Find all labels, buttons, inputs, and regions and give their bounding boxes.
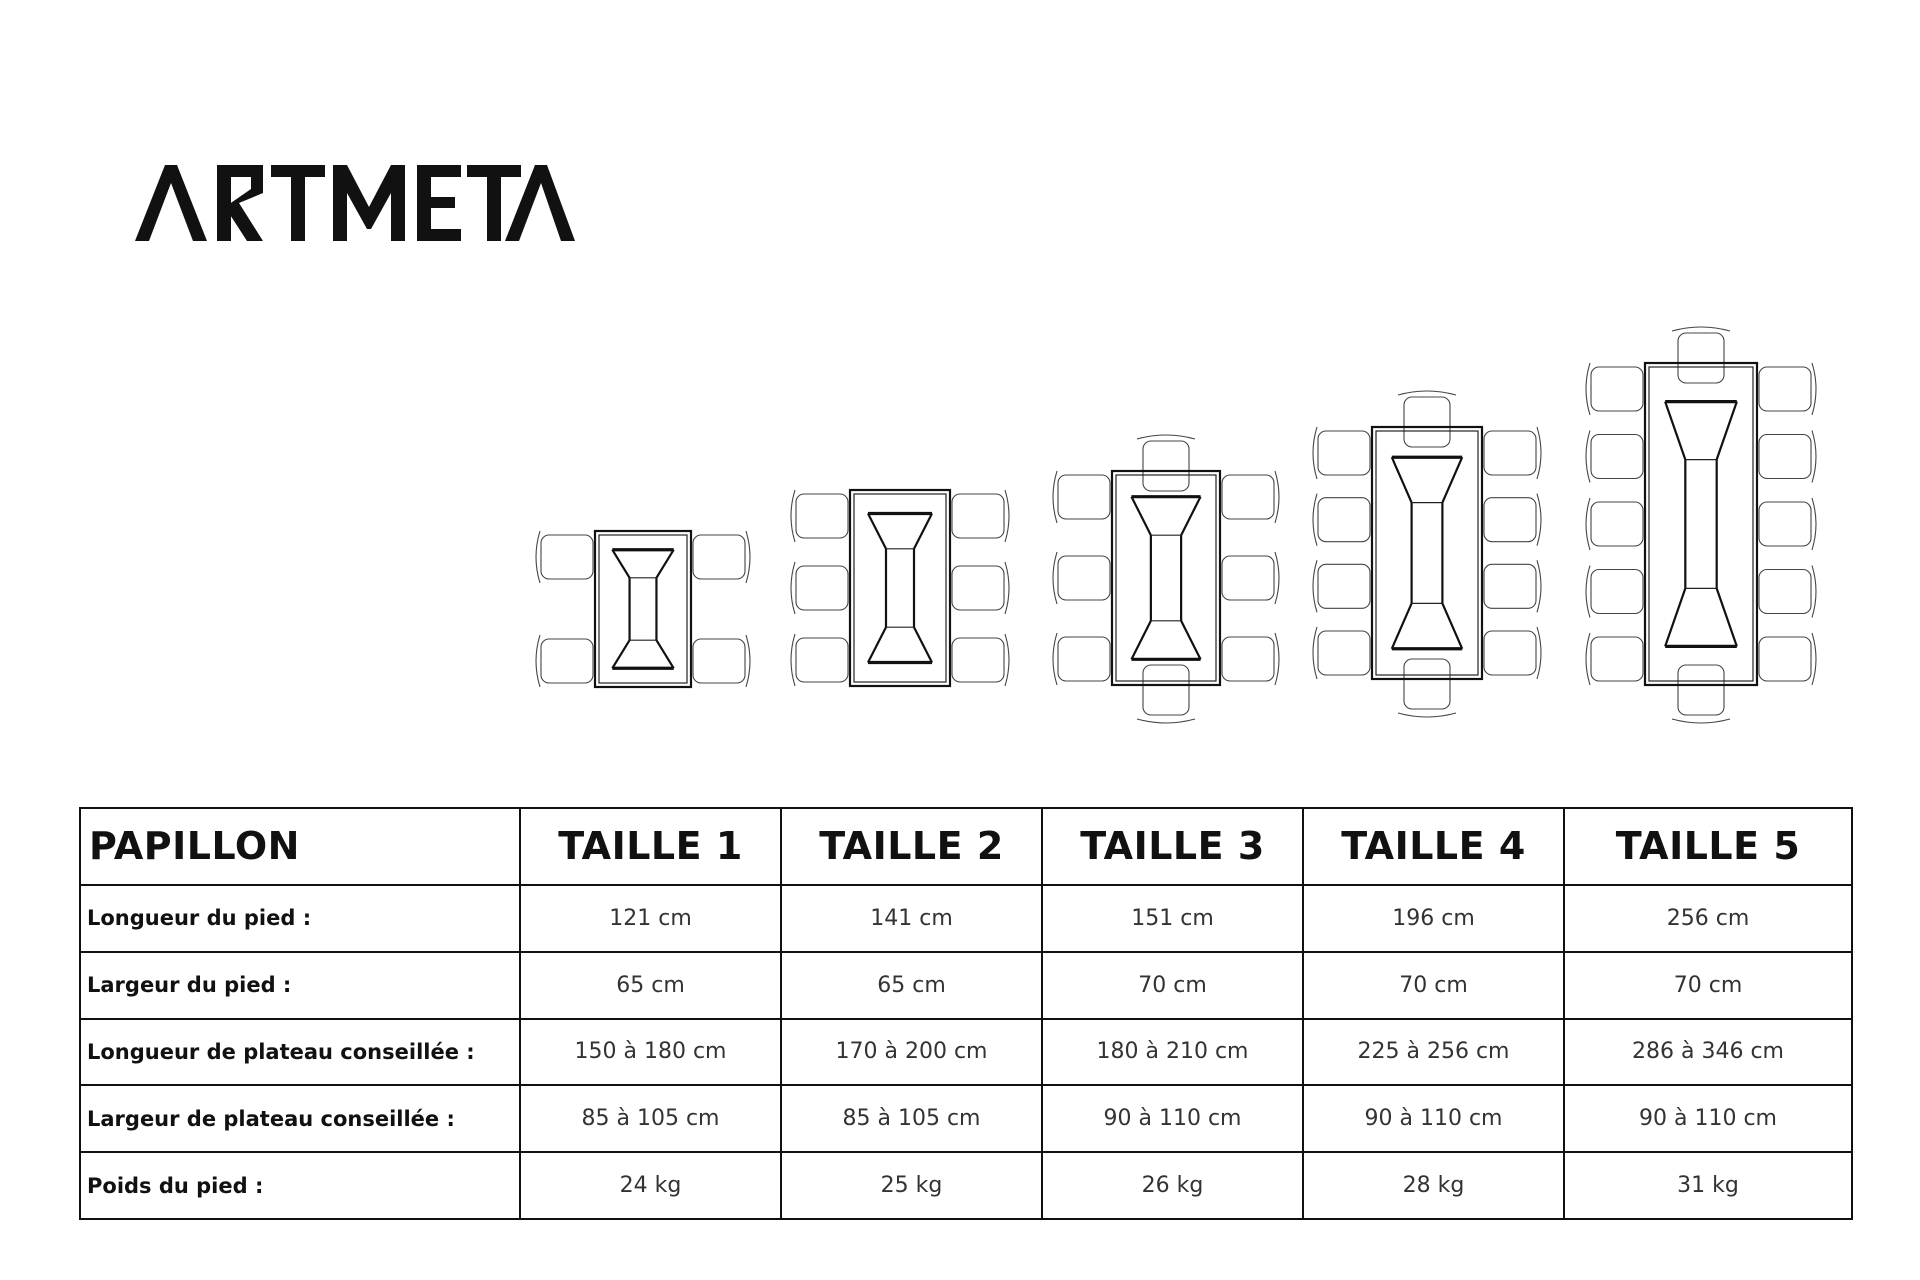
chair-icon — [796, 638, 848, 682]
base-leg — [1442, 457, 1462, 649]
chair-back-icon — [536, 635, 540, 687]
cell-value: 28 kg — [1303, 1152, 1564, 1219]
table-row — [80, 1152, 1852, 1219]
specification-table — [79, 807, 1853, 1220]
tabletop-inner — [1376, 431, 1478, 675]
cell-value: 256 cm — [1564, 885, 1852, 952]
chair-back-icon — [1812, 633, 1816, 685]
row-label: Longueur du pied : — [80, 885, 520, 952]
tabletop-inner — [854, 494, 946, 682]
chair-icon — [1678, 333, 1724, 383]
row-label: Largeur de plateau conseillée : — [80, 1085, 520, 1152]
cell-value: 85 à 105 cm — [520, 1085, 781, 1152]
chair-icon — [1318, 631, 1370, 675]
table-plan — [536, 531, 750, 687]
chair-back-icon — [1053, 633, 1057, 685]
cell-value: 121 cm — [520, 885, 781, 952]
chair-back-icon — [1275, 552, 1279, 604]
chair-icon — [1058, 475, 1110, 519]
cell-value: 90 à 110 cm — [1303, 1085, 1564, 1152]
chair-back-icon — [1313, 494, 1317, 546]
chair-icon — [1143, 665, 1189, 715]
chair-icon — [541, 639, 593, 683]
cell-value: 85 à 105 cm — [781, 1085, 1042, 1152]
chair-icon — [1058, 556, 1110, 600]
chair-back-icon — [1537, 494, 1541, 546]
chair-icon — [952, 494, 1004, 538]
base-leg — [1131, 497, 1150, 660]
chair-back-icon — [791, 634, 795, 686]
table-header-row — [80, 808, 1852, 885]
chair-icon — [1759, 637, 1811, 681]
table-plan — [791, 490, 1009, 686]
chair-back-icon — [1812, 363, 1816, 415]
size-header: TAILLE 2 — [781, 808, 1042, 885]
chair-icon — [952, 638, 1004, 682]
chair-back-icon — [746, 635, 750, 687]
chair-back-icon — [791, 562, 795, 614]
chair-back-icon — [1398, 391, 1456, 395]
base-leg — [1717, 402, 1737, 647]
chair-icon — [1759, 435, 1811, 479]
chair-icon — [1404, 397, 1450, 447]
cell-value: 65 cm — [781, 952, 1042, 1019]
cell-value: 24 kg — [520, 1152, 781, 1219]
chair-back-icon — [1313, 560, 1317, 612]
table-plan — [1586, 327, 1816, 723]
cell-value: 26 kg — [1042, 1152, 1303, 1219]
tabletop-outline — [1645, 363, 1757, 685]
chair-icon — [1222, 475, 1274, 519]
chair-back-icon — [1586, 633, 1590, 685]
chair-icon — [796, 494, 848, 538]
chair-back-icon — [1275, 471, 1279, 523]
chair-back-icon — [1537, 560, 1541, 612]
chair-icon — [1318, 564, 1370, 608]
cell-value: 25 kg — [781, 1152, 1042, 1219]
row-label: Longueur de plateau conseillée : — [80, 1019, 520, 1086]
chair-back-icon — [746, 531, 750, 583]
chair-back-icon — [1313, 627, 1317, 679]
tabletop-inner — [599, 535, 687, 683]
chair-icon — [1591, 367, 1643, 411]
chair-back-icon — [1812, 566, 1816, 618]
chair-icon — [1222, 556, 1274, 600]
table-row — [80, 952, 1852, 1019]
chair-icon — [796, 566, 848, 610]
chair-back-icon — [1537, 627, 1541, 679]
cell-value: 141 cm — [781, 885, 1042, 952]
chair-back-icon — [1398, 713, 1456, 717]
chair-back-icon — [1313, 427, 1317, 479]
chair-back-icon — [1275, 633, 1279, 685]
cell-value: 70 cm — [1564, 952, 1852, 1019]
chair-back-icon — [1537, 427, 1541, 479]
table-row — [80, 885, 1852, 952]
chair-back-icon — [1137, 719, 1195, 723]
chair-icon — [1058, 637, 1110, 681]
chair-back-icon — [1672, 719, 1730, 723]
size-header: TAILLE 3 — [1042, 808, 1303, 885]
chair-icon — [1591, 570, 1643, 614]
chair-icon — [1404, 659, 1450, 709]
cell-value: 65 cm — [520, 952, 781, 1019]
chair-icon — [1484, 631, 1536, 675]
base-leg — [656, 550, 673, 669]
chair-icon — [693, 535, 745, 579]
chair-back-icon — [1005, 562, 1009, 614]
chair-icon — [1759, 570, 1811, 614]
cell-value: 90 à 110 cm — [1564, 1085, 1852, 1152]
table-plan — [1313, 391, 1541, 717]
table-plan — [1053, 435, 1279, 723]
tabletop-outline — [1372, 427, 1482, 679]
chair-back-icon — [1586, 431, 1590, 483]
size-header: TAILLE 5 — [1564, 808, 1852, 885]
chair-back-icon — [1586, 363, 1590, 415]
chair-back-icon — [1586, 566, 1590, 618]
chair-icon — [1591, 502, 1643, 546]
tabletop-outline — [595, 531, 691, 687]
cell-value: 151 cm — [1042, 885, 1303, 952]
chair-back-icon — [536, 531, 540, 583]
model-name: PAPILLON — [80, 808, 520, 885]
row-label: Largeur du pied : — [80, 952, 520, 1019]
size-header: TAILLE 1 — [520, 808, 781, 885]
chair-icon — [1484, 564, 1536, 608]
cell-value: 150 à 180 cm — [520, 1019, 781, 1086]
chair-back-icon — [1812, 498, 1816, 550]
chair-icon — [1484, 431, 1536, 475]
tabletop-inner — [1116, 475, 1216, 681]
chair-icon — [1759, 502, 1811, 546]
table-row — [80, 1085, 1852, 1152]
base-leg — [1392, 457, 1412, 649]
chair-icon — [1678, 665, 1724, 715]
chair-icon — [1759, 367, 1811, 411]
chair-icon — [1222, 637, 1274, 681]
chair-back-icon — [1812, 431, 1816, 483]
row-label: Poids du pied : — [80, 1152, 520, 1219]
chair-back-icon — [1053, 552, 1057, 604]
tabletop-outline — [850, 490, 950, 686]
base-leg — [914, 514, 932, 663]
chair-back-icon — [1672, 327, 1730, 331]
base-leg — [1665, 402, 1685, 647]
base-leg — [868, 514, 886, 663]
chair-icon — [541, 535, 593, 579]
chair-back-icon — [1005, 634, 1009, 686]
chair-back-icon — [1053, 471, 1057, 523]
cell-value: 225 à 256 cm — [1303, 1019, 1564, 1086]
cell-value: 90 à 110 cm — [1042, 1085, 1303, 1152]
cell-value: 286 à 346 cm — [1564, 1019, 1852, 1086]
cell-value: 31 kg — [1564, 1152, 1852, 1219]
cell-value: 70 cm — [1303, 952, 1564, 1019]
size-header: TAILLE 4 — [1303, 808, 1564, 885]
chair-icon — [1484, 498, 1536, 542]
tabletop-inner — [1649, 367, 1753, 681]
base-leg — [612, 550, 629, 669]
cell-value: 70 cm — [1042, 952, 1303, 1019]
base-leg — [1181, 497, 1200, 660]
cell-value: 180 à 210 cm — [1042, 1019, 1303, 1086]
chair-icon — [1318, 498, 1370, 542]
chair-icon — [1591, 637, 1643, 681]
tabletop-outline — [1112, 471, 1220, 685]
chair-icon — [1318, 431, 1370, 475]
cell-value: 196 cm — [1303, 885, 1564, 952]
chair-icon — [693, 639, 745, 683]
chair-back-icon — [791, 490, 795, 542]
chair-back-icon — [1586, 498, 1590, 550]
chair-icon — [1143, 441, 1189, 491]
cell-value: 170 à 200 cm — [781, 1019, 1042, 1086]
chair-back-icon — [1005, 490, 1009, 542]
table-row — [80, 1019, 1852, 1086]
chair-icon — [952, 566, 1004, 610]
chair-back-icon — [1137, 435, 1195, 439]
chair-icon — [1591, 435, 1643, 479]
